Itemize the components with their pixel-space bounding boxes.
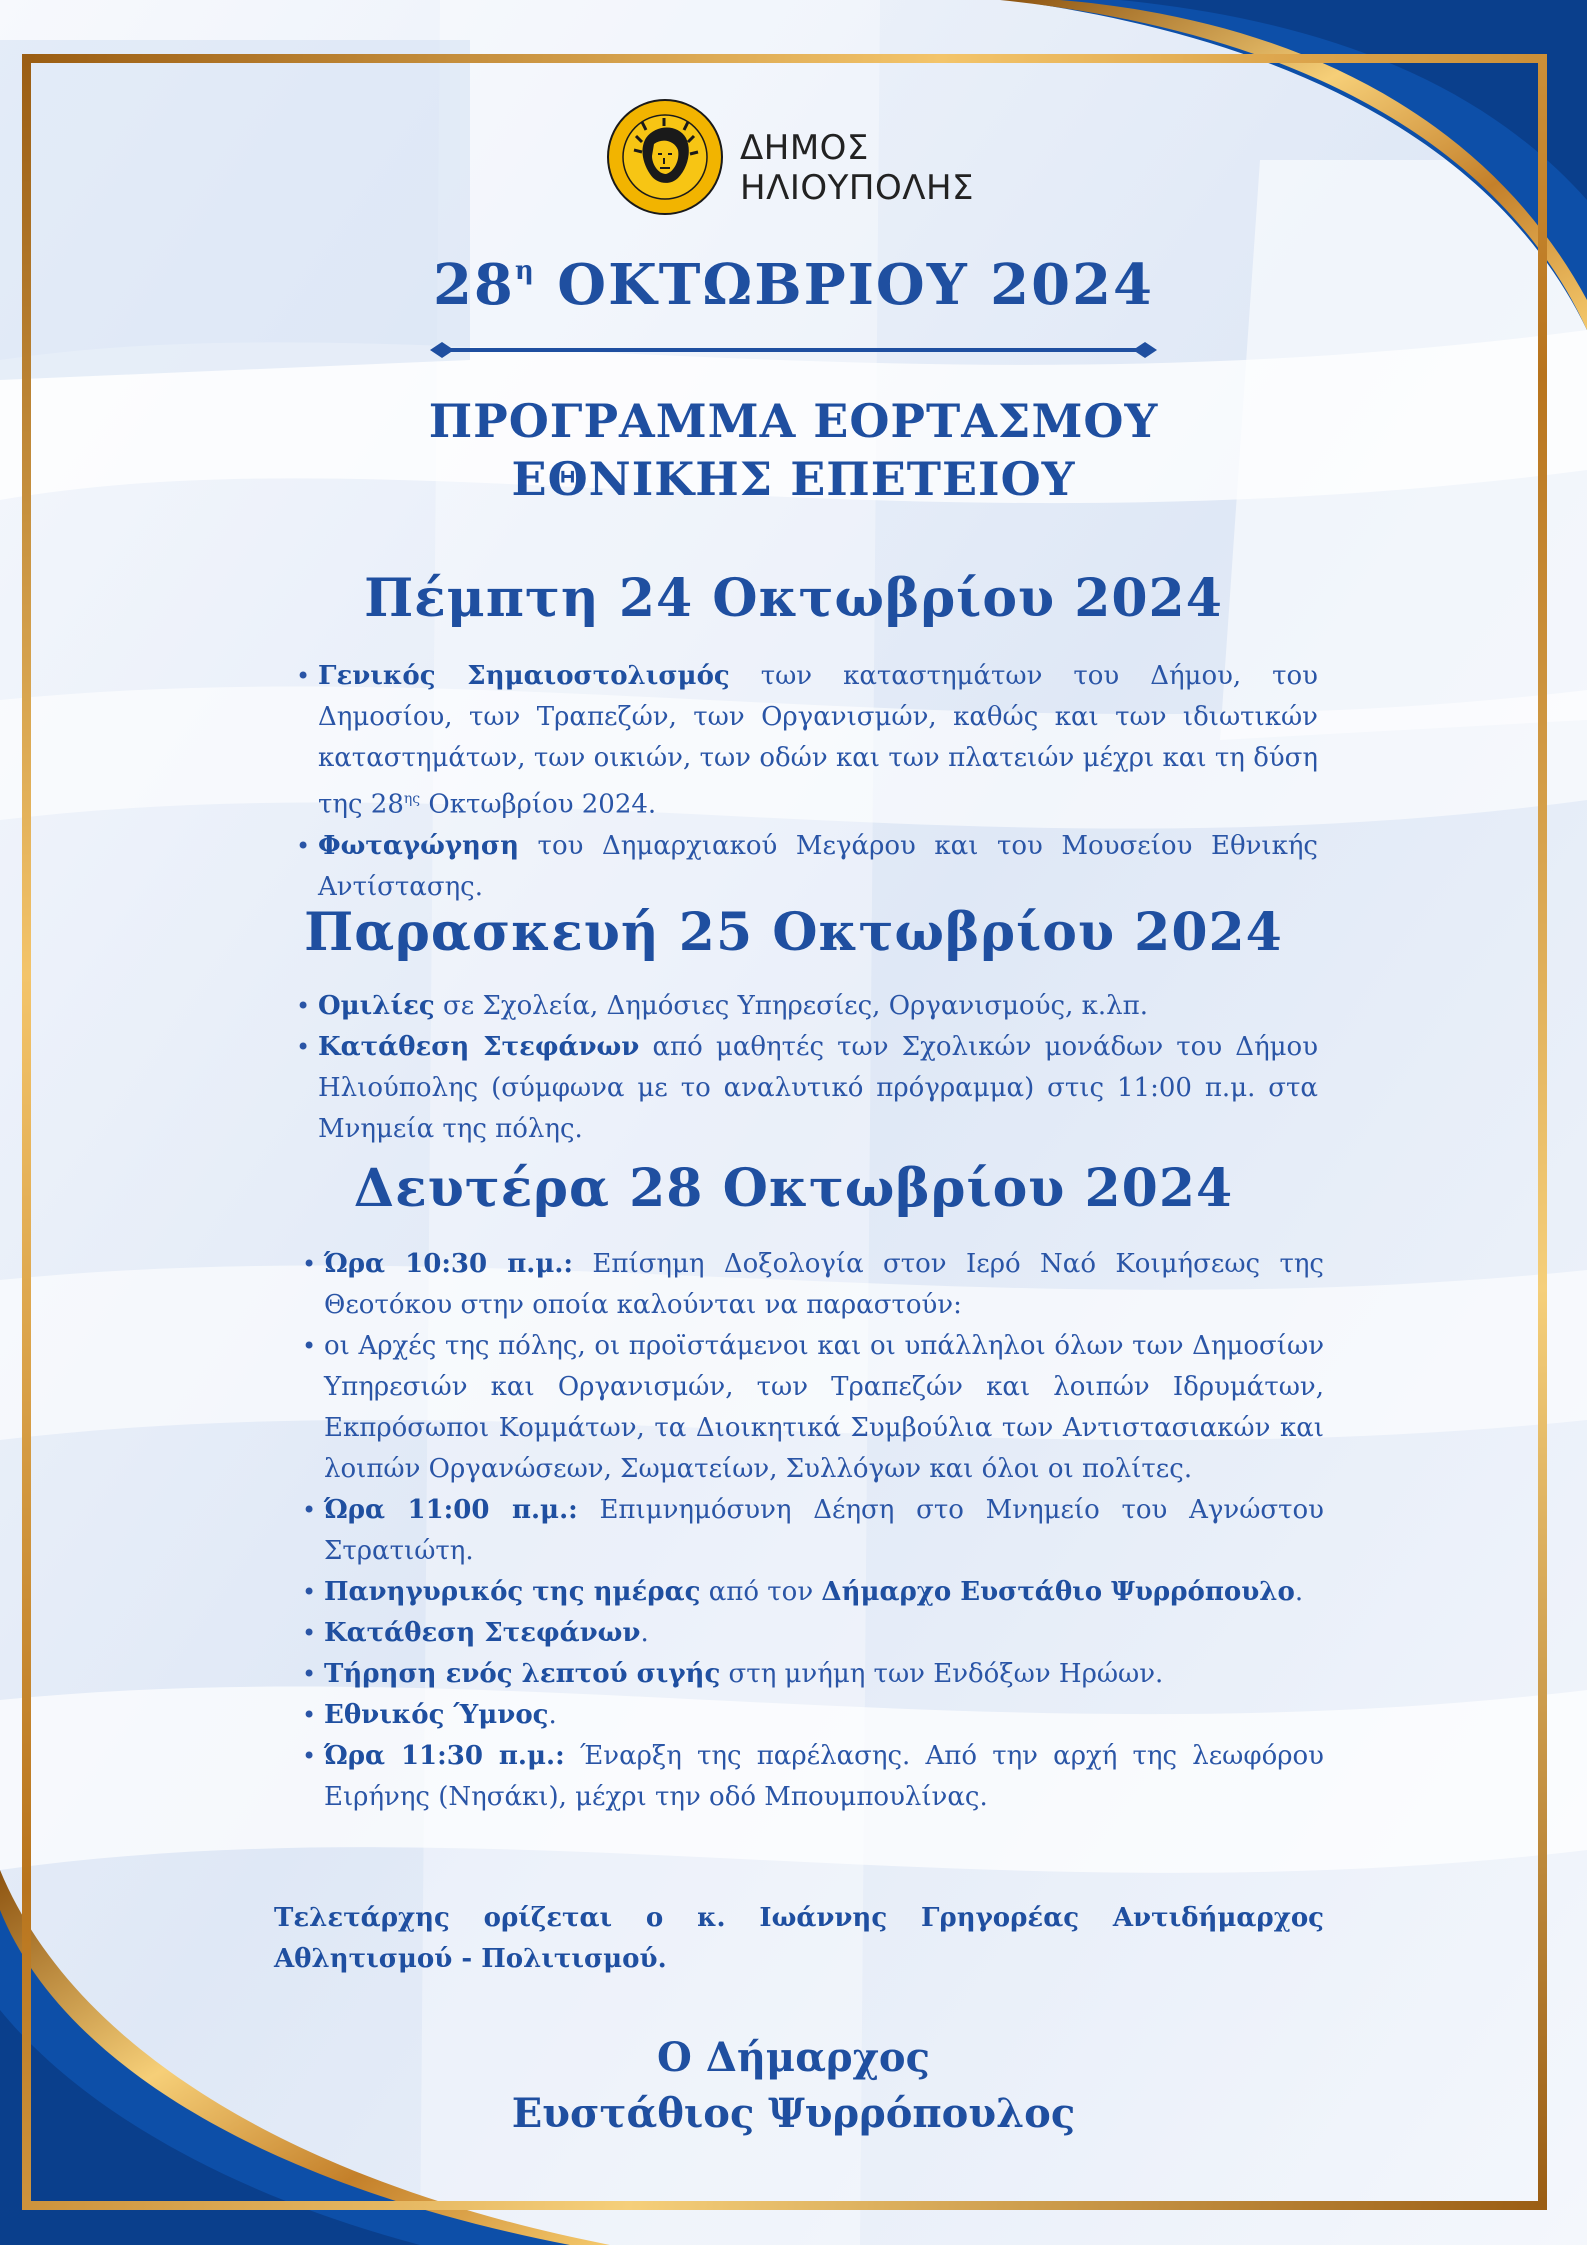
title-day: 28 (432, 252, 515, 318)
list-item: • Κατάθεση Στεφάνων από μαθητές των Σχολικών μονάδων του Δήμου Ηλιούπολης (σύμφωνα με το αναλυτικό πρόγραμμα) στις 11:00 π.μ. στα Μνημεία της πόλης. (296, 1027, 1318, 1150)
municipality-name (740, 128, 974, 208)
title-month-year: ΟΚΤΩΒΡΙΟΥ 2024 (557, 252, 1155, 318)
master-of-ceremonies-note: Τελετάρχης ορίζεται ο κ. Ιωάννης Γρηγορέας Αντιδήμαρχος Αθλητισμού - Πολιτισμού. (274, 1903, 1324, 1974)
list-item: • Κατάθεση Στεφάνων. (302, 1613, 1324, 1654)
subtitle-line-1: ΠΡΟΓΡΑΜΜΑ ΕΟΡΤΑΣΜΟΥ (428, 394, 1159, 448)
subtitle-line-2: ΕΘΝΙΚΗΣ ΕΠΕΤΕΙΟΥ (511, 452, 1076, 506)
list-item: • Ώρα 10:30 π.μ.: Επίσημη Δοξολογία στον Ιερό Ναό Κοιμήσεως της Θεοτόκου στην οποία καλούνται να παραστούν: (302, 1244, 1324, 1326)
day-heading-thursday: Πέμπτη 24 Οκτωβρίου 2024 (364, 568, 1223, 629)
logo-line-1: ΔΗΜΟΣ (740, 128, 869, 168)
title-sup: η (514, 256, 536, 286)
list-item: • Ώρα 11:00 π.μ.: Επιμνημόσυνη Δέηση στο Μνημείο του Αγνώστου Στρατιώτη. (302, 1490, 1324, 1572)
list-item: • Φωταγώγηση του Δημαρχιακού Μεγάρου και του Μουσείου Εθνικής Αντίστασης. (296, 826, 1318, 908)
day-1-list (296, 656, 1318, 908)
list-item: • Πανηγυρικός της ημέρας από τον Δήμαρχο Ευστάθιο Ψυρρόπουλο. (302, 1572, 1324, 1613)
list-item: • οι Αρχές της πόλης, οι προϊστάμενοι και οι υπάλληλοι όλων των Δημοσίων Υπηρεσιών και Οργανισμών, των Τραπεζών και λοιπών Ιδρυμάτων, Εκπρόσωποι Κομμάτων, τα Διοικητικά Συμβούλια των Αντιστασιακών και λοιπών Οργανώσεων, Σωματείων, Συλλόγων και όλοι οι πολίτες. (302, 1326, 1324, 1490)
logo-line-2: ΗΛΙΟΥΠΟΛΗΣ (740, 168, 975, 208)
list-item: • Γενικός Σημαιοστολισμός των καταστημάτων του Δήμου, του Δημοσίου, των Τραπεζών, των Οργανισμών, καθώς και των ιδιωτικών καταστημάτων, των οικιών, των οδών και των πλατειών μέχρι και τη δύση της $28^{\eta\varsigma}$ Οκτωβρίου 2024. (296, 656, 1318, 826)
signature-name: Ευστάθιος Ψυρρόπουλος (511, 2090, 1076, 2137)
list-item: • Ώρα 11:30 π.μ.: Έναρξη της παρέλασης. Από την αρχή της λεωφόρου Ειρήνης (Νησάκι), μέχρι την οδό Μπουμπουλίνας. (302, 1736, 1324, 1818)
program-subtitle (0, 392, 1587, 508)
list-item: • Εθνικός Ύμνος. (302, 1695, 1324, 1736)
day-3-list (302, 1244, 1324, 1818)
day-2-list (296, 986, 1318, 1150)
municipality-seal-logo (606, 98, 724, 216)
day-heading-friday: Παρασκευή 25 Οκτωβρίου 2024 (304, 902, 1283, 963)
mayor-signature (0, 2030, 1587, 2142)
list-item: • Ομιλίες σε Σχολεία, Δημόσιες Υπηρεσίες, Οργανισμούς, κ.λπ. (296, 986, 1318, 1027)
day-heading-monday: Δευτέρα 28 Οκτωβρίου 2024 (353, 1158, 1234, 1219)
list-item: • Τήρηση ενός λεπτού σιγής στη μνήμη των Ενδόξων Ηρώων. (302, 1654, 1324, 1695)
page-title (0, 252, 1587, 318)
signature-title: Ο Δήμαρχος (657, 2034, 930, 2081)
title-divider (430, 340, 1157, 360)
